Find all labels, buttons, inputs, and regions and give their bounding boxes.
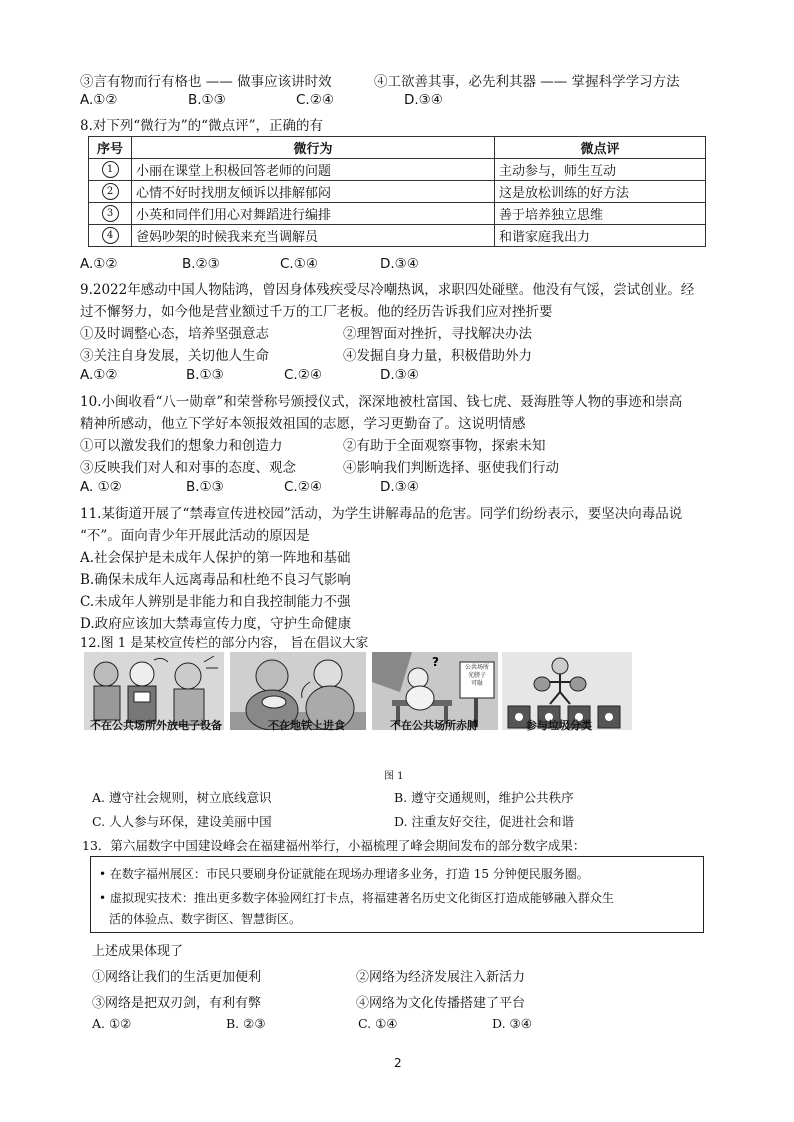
option-d: D.③④: [404, 92, 443, 108]
option-b: B. 遵守交通规则，维护公共秩序: [394, 790, 574, 805]
info-bullet-2-cont: 活的体验点、数字街区、智慧街区。: [109, 912, 302, 926]
question-10-line1: 10.小闽收看“八一勋章”和荣誉称号颁授仪式，深深地被杜富国、钱七虎、聂海胜等人物的事迹和崇高: [80, 394, 683, 410]
option-a: A.①②: [80, 92, 118, 108]
choice-1: ①网络让我们的生活更加便利: [92, 970, 262, 985]
question-13-stem: 13．第六届数字中国建设峰会在福建福州举行，小福梳理了峰会期间发布的部分数字成果：: [82, 838, 586, 853]
row-num: 2: [102, 183, 119, 200]
caption-devices: 不在公共场所外放电子设备: [90, 719, 222, 732]
choice-3: ③反映我们对人和对事的态度、观念: [80, 460, 296, 476]
row-comment: 主动参与，师生互动: [495, 159, 706, 181]
option-a: A.社会保护是未成年人保护的第一阵地和基础: [80, 550, 351, 566]
choice-2: ②理智面对挫折，寻找解决办法: [343, 326, 532, 342]
option-b: B.①③: [186, 367, 224, 383]
page-number: 2: [394, 1056, 402, 1070]
choice-4: ④工欲善其事，必先利其器 —— 掌握科学学习方法: [374, 74, 680, 90]
option-a: A.①②: [80, 367, 118, 383]
behavior-table: [88, 136, 706, 247]
option-c: C.②④: [296, 92, 334, 108]
option-b: B.确保未成年人远离毒品和杜绝不良习气影响: [80, 572, 351, 588]
sign-text: 公共场所 光膀子 可耻: [464, 664, 489, 687]
choice-2: ②网络为经济发展注入新活力: [356, 970, 526, 985]
option-c: C. ①④: [358, 1016, 398, 1031]
row-act: 爸妈吵架的时候我来充当调解员: [132, 225, 495, 247]
table-row: [89, 159, 706, 181]
option-b: B.②③: [182, 256, 220, 272]
option-c: C.②④: [284, 479, 322, 495]
caption-subway: 不在地铁上进食: [268, 719, 345, 732]
option-c: C.①④: [280, 256, 318, 272]
option-b: B. ②③: [226, 1016, 266, 1031]
choice-3: ③关注自身发展，关切他人生命: [80, 348, 269, 364]
row-comment: 这是放松训练的好方法: [495, 181, 706, 203]
choice-3: ③网络是把双刃剑，有利有弊: [92, 996, 262, 1011]
row-comment: 和谐家庭我出力: [495, 225, 706, 247]
table-row: [89, 181, 706, 203]
caption-shirtless: 不在公共场所赤膊: [390, 719, 478, 732]
option-d: D.③④: [380, 256, 419, 272]
option-d: D.③④: [380, 479, 419, 495]
options-row: [80, 92, 480, 110]
option-d: D.政府应该加大禁毒宣传力度，守护生命健康: [80, 616, 352, 632]
figure-label: 图 1: [384, 771, 404, 782]
table-header: [89, 137, 706, 159]
option-b: B.①③: [186, 479, 224, 495]
choice-4: ④网络为文化传播搭建了平台: [356, 996, 526, 1011]
question-9-line2: 过不懈努力，如今他是营业额过千万的工厂老板。他的经历告诉我们应对挫折要: [80, 304, 553, 320]
option-c: C.②④: [284, 367, 322, 383]
header-num: 序号: [89, 137, 132, 159]
question-10-line2: 精神所感动，他立下学好本领报效祖国的志愿，学习更勤奋了。这说明情感: [80, 416, 526, 432]
question-9-line1: 9.2022年感动中国人物陆鸿，曾因身体残疾受尽冷嘲热讽，求职四处碰壁。他没有气馁，尝试创业。经: [80, 282, 695, 298]
choice-2: ②有助于全面观察事物，探索未知: [343, 438, 546, 454]
header-comment: 微点评: [495, 137, 706, 159]
info-bullet-2: • 虚拟现实技术：推出更多数字体验网红打卡点，将福建著名历史文化街区打造成能够融入群众生: [99, 891, 614, 905]
info-bullet-1: • 在数字福州展区：市民只要刷身份证就能在现场办理诸多业务，打造 15 分钟便民服务圈。: [99, 867, 589, 881]
row-num: 1: [102, 161, 119, 178]
question-11-line1: 11.某街道开展了“禁毒宣传进校园”活动，为学生讲解毒品的危害。同学们纷纷表示，要坚决向毒品说: [80, 506, 683, 522]
options-row: [80, 367, 480, 385]
option-d: D.③④: [380, 367, 419, 383]
choice-4: ④发掘自身力量，积极借助外力: [343, 348, 532, 364]
choice-3: ③言有物而行有格也 —— 做事应该讲时效: [80, 74, 332, 90]
choice-4: ④影响我们判断选择、驱使我们行动: [343, 460, 559, 476]
question-12-stem: 12.图 1 是某校宣传栏的部分内容， 旨在倡议大家: [80, 636, 369, 651]
option-c: C.未成年人辨别是非能力和自我控制能力不强: [80, 594, 351, 610]
question-11-line2: “不”。面向青少年开展此活动的原因是: [80, 528, 310, 544]
question-8-stem: 8.对下列“微行为”的“微点评”，正确的有: [80, 118, 323, 134]
row-act: 小英和同伴们用心对舞蹈进行编排: [132, 203, 495, 225]
header-act: 微行为: [132, 137, 495, 159]
option-a: A. ①②: [92, 1016, 132, 1031]
choice-1: ①可以激发我们的想象力和创造力: [80, 438, 283, 454]
option-a: A.①②: [80, 256, 118, 272]
option-b: B.①③: [188, 92, 226, 108]
row-num: 3: [102, 205, 119, 222]
option-c: C. 人人参与环保，建设美丽中国: [92, 814, 272, 829]
caption-recycle: 参与垃圾分类: [526, 719, 592, 732]
table-row: [89, 225, 706, 247]
option-d: D. 注重友好交往，促进社会和谐: [394, 814, 575, 829]
row-comment: 善于培养独立思维: [495, 203, 706, 225]
svg-text:?: ?: [432, 655, 439, 669]
options-row: [80, 479, 480, 497]
row-num: 4: [102, 227, 119, 244]
choice-1: ①及时调整心态，培养坚强意志: [80, 326, 269, 342]
row-act: 小丽在课堂上积极回答老师的问题: [132, 159, 495, 181]
row-act: 心情不好时找朋友倾诉以排解郁闷: [132, 181, 495, 203]
option-a: A. ①②: [80, 479, 122, 495]
option-a: A. 遵守社会规则，树立底线意识: [92, 790, 272, 805]
info-box: [90, 856, 704, 933]
question-13-lead: 上述成果体现了: [92, 944, 184, 959]
option-d: D. ③④: [492, 1016, 532, 1031]
table-row: [89, 203, 706, 225]
options-row: [92, 1016, 592, 1034]
options-row: [80, 256, 480, 274]
